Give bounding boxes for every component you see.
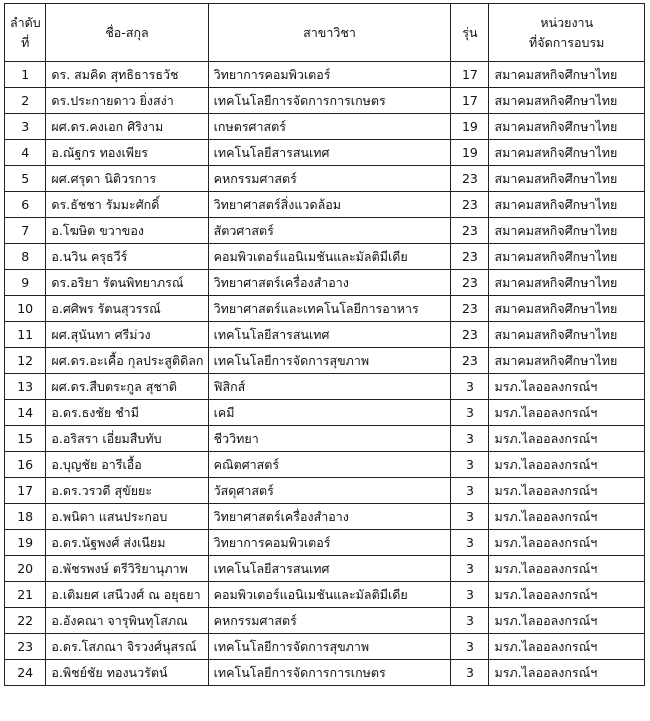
header-no-line1: ลำดับ xyxy=(10,14,41,30)
table-row xyxy=(5,140,645,166)
table-row xyxy=(5,166,645,192)
cell-no: 1 xyxy=(5,62,46,88)
cell-generation: 23 xyxy=(451,296,489,322)
header-no xyxy=(5,4,46,62)
cell-generation: 19 xyxy=(451,140,489,166)
cell-no: 8 xyxy=(5,244,46,270)
cell-major: ชีววิทยา xyxy=(208,426,451,452)
cell-generation: 23 xyxy=(451,218,489,244)
cell-major: เกษตรศาสตร์ xyxy=(208,114,451,140)
cell-major: เทคโนโลยีการจัดการสุขภาพ xyxy=(208,634,451,660)
cell-name: อ.อังคณา จารุพินทุโสภณ xyxy=(46,608,208,634)
cell-name: อ.พนิดา แสนประกอบ xyxy=(46,504,208,530)
cell-generation: 3 xyxy=(451,426,489,452)
cell-name: ดร.อริยา รัตนพิทยาภรณ์ xyxy=(46,270,208,296)
cell-name: อ.พัชรพงษ์ ตรีวิริยานุภาพ xyxy=(46,556,208,582)
cell-org: สมาคมสหกิจศึกษาไทย xyxy=(489,88,645,114)
cell-no: 11 xyxy=(5,322,46,348)
cell-no: 13 xyxy=(5,374,46,400)
table-row xyxy=(5,634,645,660)
cell-name: ผศ.ดร.อะเคื้อ กุลประสูติดิลก xyxy=(46,348,208,374)
table-body xyxy=(5,62,645,686)
cell-generation: 23 xyxy=(451,270,489,296)
cell-generation: 23 xyxy=(451,244,489,270)
cell-generation: 3 xyxy=(451,478,489,504)
cell-major: เทคโนโลยีการจัดการการเกษตร xyxy=(208,660,451,686)
cell-generation: 3 xyxy=(451,530,489,556)
cell-org: สมาคมสหกิจศึกษาไทย xyxy=(489,62,645,88)
cell-major: คหกรรมศาสตร์ xyxy=(208,166,451,192)
table-row xyxy=(5,660,645,686)
cell-major: สัตวศาสตร์ xyxy=(208,218,451,244)
cell-name: อ.เติมยศ เสนีวงศ์ ณ อยุธยา xyxy=(46,582,208,608)
header-major: สาขาวิชา xyxy=(208,4,451,62)
cell-no: 7 xyxy=(5,218,46,244)
cell-no: 6 xyxy=(5,192,46,218)
cell-name: อ.นวิน ครุธวีร์ xyxy=(46,244,208,270)
cell-major: เทคโนโลยีสารสนเทศ xyxy=(208,140,451,166)
cell-name: อ.ณัฐกร ทองเพียร xyxy=(46,140,208,166)
cell-no: 14 xyxy=(5,400,46,426)
cell-name: ดร. สมคิด สุทธิธารธวัช xyxy=(46,62,208,88)
table-row xyxy=(5,62,645,88)
cell-generation: 3 xyxy=(451,504,489,530)
cell-major: วิทยาการคอมพิวเตอร์ xyxy=(208,530,451,556)
cell-org: สมาคมสหกิจศึกษาไทย xyxy=(489,166,645,192)
cell-no: 12 xyxy=(5,348,46,374)
cell-generation: 3 xyxy=(451,374,489,400)
cell-generation: 23 xyxy=(451,166,489,192)
cell-org: มรภ.ไลออลงกรณ์ฯ xyxy=(489,452,645,478)
header-name: ชื่อ-สกุล xyxy=(46,4,208,62)
cell-org: สมาคมสหกิจศึกษาไทย xyxy=(489,218,645,244)
cell-no: 15 xyxy=(5,426,46,452)
cell-generation: 3 xyxy=(451,582,489,608)
cell-org: สมาคมสหกิจศึกษาไทย xyxy=(489,296,645,322)
cell-major: เคมี xyxy=(208,400,451,426)
table-row xyxy=(5,478,645,504)
cell-major: คณิตศาสตร์ xyxy=(208,452,451,478)
cell-major: คอมพิวเตอร์แอนิเมชันและมัลติมีเดีย xyxy=(208,582,451,608)
cell-no: 21 xyxy=(5,582,46,608)
cell-major: วิทยาศาสตร์สิ่งแวดล้อม xyxy=(208,192,451,218)
cell-org: สมาคมสหกิจศึกษาไทย xyxy=(489,114,645,140)
cell-no: 4 xyxy=(5,140,46,166)
table-row xyxy=(5,530,645,556)
cell-no: 17 xyxy=(5,478,46,504)
table-row xyxy=(5,244,645,270)
cell-name: อ.บุญชัย อารีเอื้อ xyxy=(46,452,208,478)
cell-generation: 3 xyxy=(451,556,489,582)
table-row xyxy=(5,270,645,296)
cell-generation: 23 xyxy=(451,322,489,348)
cell-no: 20 xyxy=(5,556,46,582)
cell-org: มรภ.ไลออลงกรณ์ฯ xyxy=(489,504,645,530)
table-row xyxy=(5,426,645,452)
table-row xyxy=(5,374,645,400)
cell-org: สมาคมสหกิจศึกษาไทย xyxy=(489,192,645,218)
cell-generation: 23 xyxy=(451,348,489,374)
cell-generation: 3 xyxy=(451,452,489,478)
cell-org: มรภ.ไลออลงกรณ์ฯ xyxy=(489,660,645,686)
cell-name: ผศ.ศรุดา นิติวรการ xyxy=(46,166,208,192)
cell-no: 9 xyxy=(5,270,46,296)
header-org xyxy=(489,4,645,62)
cell-generation: 23 xyxy=(451,192,489,218)
cell-major: วิทยาศาสตร์เครื่องสำอาง xyxy=(208,270,451,296)
table-row xyxy=(5,88,645,114)
cell-no: 10 xyxy=(5,296,46,322)
table-row xyxy=(5,556,645,582)
cell-org: สมาคมสหกิจศึกษาไทย xyxy=(489,348,645,374)
cell-major: วิทยาศาสตร์และเทคโนโลยีการอาหาร xyxy=(208,296,451,322)
cell-org: มรภ.ไลออลงกรณ์ฯ xyxy=(489,530,645,556)
cell-name: อ.ดร.นัฐพงศ์ ส่งเนียม xyxy=(46,530,208,556)
cell-generation: 3 xyxy=(451,608,489,634)
cell-generation: 17 xyxy=(451,62,489,88)
cell-major: เทคโนโลยีสารสนเทศ xyxy=(208,322,451,348)
cell-no: 5 xyxy=(5,166,46,192)
cell-major: เทคโนโลยีการจัดการการเกษตร xyxy=(208,88,451,114)
table-row xyxy=(5,348,645,374)
cell-generation: 19 xyxy=(451,114,489,140)
table-header xyxy=(5,4,645,62)
table-row xyxy=(5,296,645,322)
cell-no: 16 xyxy=(5,452,46,478)
cell-generation: 3 xyxy=(451,400,489,426)
cell-no: 2 xyxy=(5,88,46,114)
cell-org: มรภ.ไลออลงกรณ์ฯ xyxy=(489,426,645,452)
table-row xyxy=(5,452,645,478)
cell-name: อ.ศศิพร รัตนสุวรรณ์ xyxy=(46,296,208,322)
cell-name: ผศ.สุนันทา ศรีม่วง xyxy=(46,322,208,348)
cell-major: เทคโนโลยีสารสนเทศ xyxy=(208,556,451,582)
cell-org: สมาคมสหกิจศึกษาไทย xyxy=(489,244,645,270)
cell-generation: 3 xyxy=(451,660,489,686)
cell-name: ดร.ธัชชา รัมมะศักดิ์ xyxy=(46,192,208,218)
cell-org: สมาคมสหกิจศึกษาไทย xyxy=(489,140,645,166)
cell-no: 3 xyxy=(5,114,46,140)
cell-name: อ.โฆษิต ขวาของ xyxy=(46,218,208,244)
table-row xyxy=(5,192,645,218)
cell-org: สมาคมสหกิจศึกษาไทย xyxy=(489,270,645,296)
cell-major: วัสดุศาสตร์ xyxy=(208,478,451,504)
cell-major: ฟิสิกส์ xyxy=(208,374,451,400)
cell-org: มรภ.ไลออลงกรณ์ฯ xyxy=(489,556,645,582)
cell-name: ผศ.ดร.คงเอก ศิริงาม xyxy=(46,114,208,140)
cell-name: อ.พิชย์ชัย ทองนวรัตน์ xyxy=(46,660,208,686)
cell-name: อ.ดร.ธงชัย ชำมี xyxy=(46,400,208,426)
cell-name: ดร.ประกายดาว ยิ่งสง่า xyxy=(46,88,208,114)
cell-major: คอมพิวเตอร์แอนิเมชันและมัลติมีเดีย xyxy=(208,244,451,270)
cell-no: 22 xyxy=(5,608,46,634)
cell-no: 23 xyxy=(5,634,46,660)
cell-major: เทคโนโลยีการจัดการสุขภาพ xyxy=(208,348,451,374)
header-row xyxy=(5,4,645,62)
cell-name: อ.ดร.วรวดี สุขัยยะ xyxy=(46,478,208,504)
header-generation: รุ่น xyxy=(451,4,489,62)
cell-org: มรภ.ไลออลงกรณ์ฯ xyxy=(489,608,645,634)
cell-org: มรภ.ไลออลงกรณ์ฯ xyxy=(489,634,645,660)
header-org-line2: ที่จัดการอบรม xyxy=(529,34,605,50)
cell-no: 18 xyxy=(5,504,46,530)
header-org-line1: หน่วยงาน xyxy=(540,14,594,30)
cell-org: มรภ.ไลออลงกรณ์ฯ xyxy=(489,582,645,608)
table-row xyxy=(5,322,645,348)
cell-generation: 17 xyxy=(451,88,489,114)
cell-name: อ.อริสรา เอี่ยมสืบทับ xyxy=(46,426,208,452)
cell-org: มรภ.ไลออลงกรณ์ฯ xyxy=(489,374,645,400)
table-row xyxy=(5,582,645,608)
cell-no: 19 xyxy=(5,530,46,556)
cell-major: วิทยาศาสตร์เครื่องสำอาง xyxy=(208,504,451,530)
table-row xyxy=(5,608,645,634)
participants-table xyxy=(4,3,645,686)
cell-name: ผศ.ดร.สืบตระกูล สุชาติ xyxy=(46,374,208,400)
header-no-line2: ที่ xyxy=(21,34,30,50)
table-row xyxy=(5,504,645,530)
cell-generation: 3 xyxy=(451,634,489,660)
table-row xyxy=(5,114,645,140)
cell-major: คหกรรมศาสตร์ xyxy=(208,608,451,634)
cell-org: มรภ.ไลออลงกรณ์ฯ xyxy=(489,400,645,426)
cell-name: อ.ดร.โสภณา จิรวงศ์นุสรณ์ xyxy=(46,634,208,660)
table-row xyxy=(5,400,645,426)
cell-no: 24 xyxy=(5,660,46,686)
cell-major: วิทยาการคอมพิวเตอร์ xyxy=(208,62,451,88)
cell-org: มรภ.ไลออลงกรณ์ฯ xyxy=(489,478,645,504)
table-row xyxy=(5,218,645,244)
cell-org: สมาคมสหกิจศึกษาไทย xyxy=(489,322,645,348)
